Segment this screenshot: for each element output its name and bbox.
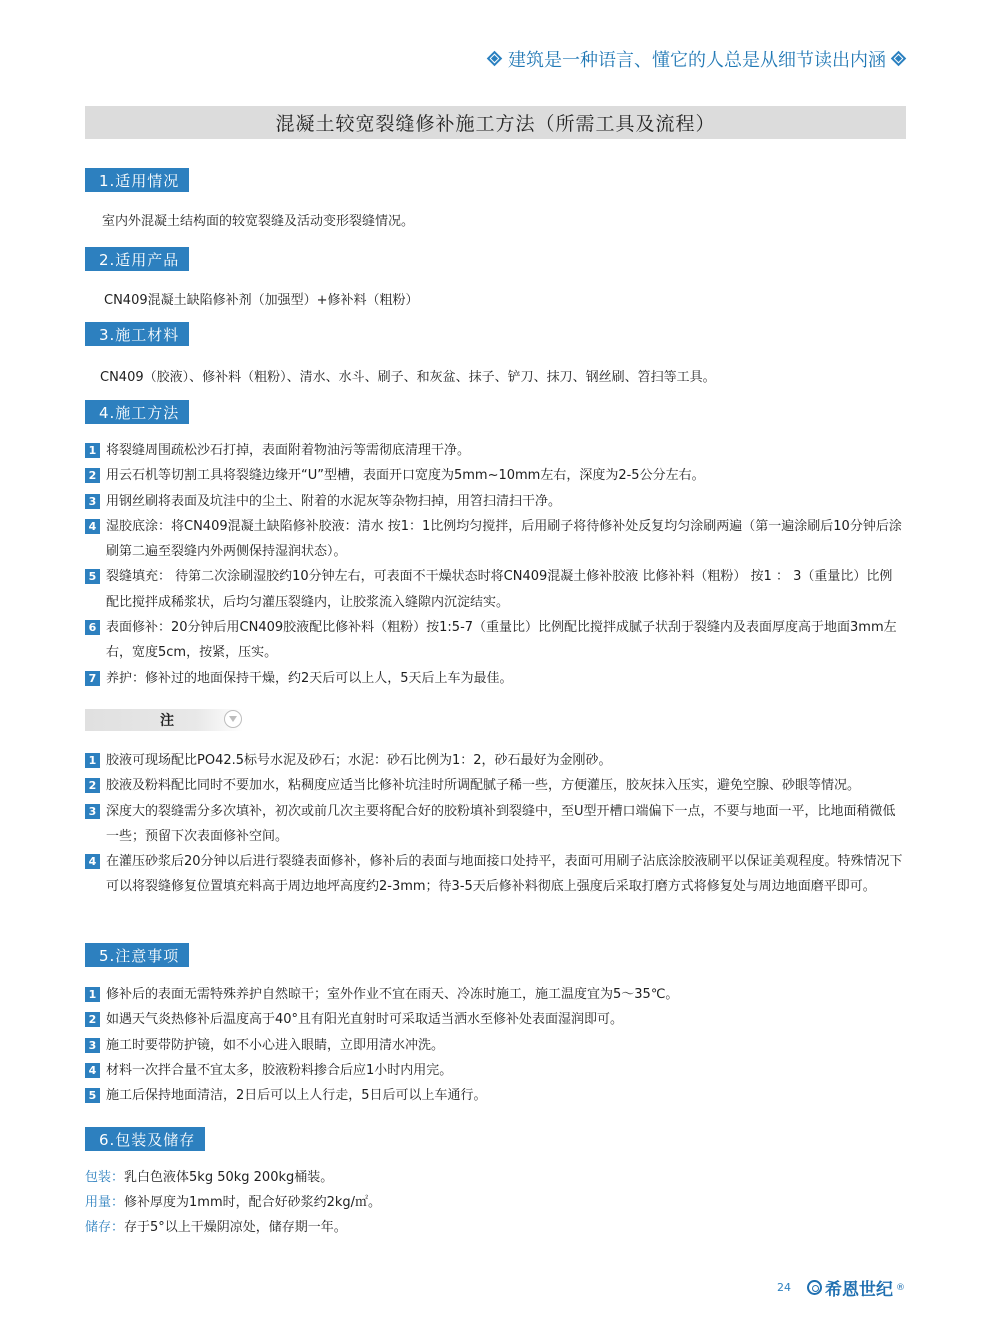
- section-1-text: 室内外混凝土结构面的较宽裂缝及活动变形裂缝情况。: [102, 214, 415, 229]
- storage-row: 储存：存于5°以上干燥阴凉处，储存期一年。: [85, 1220, 347, 1235]
- registered-mark: ®: [896, 1282, 905, 1293]
- brand-name: 希恩世纪: [825, 1280, 893, 1300]
- list-item: 1 修补后的表面无需特殊养护自然晾干；室外作业不宜在雨天、冷冻时施工，施工温度宜为5～35℃。: [85, 982, 905, 1007]
- packaging-row: 包装：乳白色液体5kg 50kg 200kg桶装。: [85, 1170, 334, 1185]
- list-item: 3 施工时要带防护镜，如不小心进入眼睛，立即用清水冲洗。: [85, 1033, 905, 1058]
- slogan-text: 建筑是一种语言、懂它的人总是从细节读出内涵: [508, 50, 886, 71]
- brand-logo: [807, 1275, 905, 1300]
- section-heading-3: 3.施工材料: [85, 322, 189, 346]
- section-3-text: CN409（胶液）、修补料（粗粉）、清水、水斗、刷子、和灰盆、抹子、铲刀、抹刀、钢丝刷、笤扫等工具。: [100, 370, 716, 385]
- header-slogan: [488, 46, 906, 72]
- diamond-icon: [488, 52, 502, 66]
- notice-list: [85, 982, 905, 1108]
- list-item: 5 施工后保持地面清洁，2日后可以上人行走，5日后可以上车通行。: [85, 1083, 905, 1108]
- usage-row: 用量：修补厚度为1mm时，配合好砂浆约2kg/㎡。: [85, 1195, 382, 1210]
- list-item: 5 裂缝填充： 待第二次涂刷湿胶约10分钟左右，可表面不干燥状态时将CN409混凝土修补胶液 比修补料（粗粉） 按1 ： 3（重量比）比例配比搅拌成稀浆状，后均匀灌压裂缝内，让胶浆流入缝隙内沉淀结实。: [85, 564, 905, 615]
- method-list: [85, 438, 905, 691]
- section-2-text: CN409混凝土缺陷修补剂（加强型）+修补料（粗粉）: [104, 293, 419, 308]
- brand-icon: [807, 1280, 822, 1295]
- section-heading-1: 1.适用情况: [85, 168, 189, 192]
- section-heading-5: 5.注意事项: [85, 943, 189, 967]
- list-item: 4 湿胶底涂：将CN409混凝土缺陷修补胶液：清水 按1：1比例均匀搅拌，后用刷子将待修补处反复均匀涂刷两遍（第一遍涂刷后10分钟后涂刷第二遍至裂缝内外两侧保持湿润状态）。: [85, 514, 905, 565]
- packaging-info: [85, 1165, 381, 1240]
- list-item: 2 胶液及粉料配比同时不要加水，粘稠度应适当比修补坑洼时所调配腻子稀一些，方便灌压，胶灰抹入压实，避免空腺、砂眼等情况。: [85, 773, 905, 798]
- list-item: 2 如遇天气炎热修补后温度高于40°且有阳光直射时可采取适当洒水至修补处表面湿润即可。: [85, 1007, 905, 1032]
- note-label: 注: [160, 713, 174, 729]
- list-item: 7 养护：修补过的地面保持干燥，约2天后可以上人，5天后上车为最佳。: [85, 666, 905, 691]
- section-heading-6: 6.包装及储存: [85, 1127, 205, 1151]
- list-item: 2 用云石机等切割工具将裂缝边缘开“U”型槽，表面开口宽度为5mm~10mm左右，深度为2-5公分左右。: [85, 463, 905, 488]
- chevron-down-icon: [224, 710, 242, 728]
- list-item: 1 将裂缝周围疏松沙石打掉，表面附着物油污等需彻底清理干净。: [85, 438, 905, 463]
- page-title: 混凝土较宽裂缝修补施工方法（所需工具及流程）: [85, 106, 906, 139]
- note-list: [85, 748, 905, 900]
- list-item: 1 胶液可现场配比PO42.5标号水泥及砂石；水泥：砂石比例为1：2，砂石最好为金刚砂。: [85, 748, 905, 773]
- list-item: 6 表面修补：20分钟后用CN409胶液配比修补料（粗粉）按1:5-7（重量比）比例配比搅拌成腻子状刮于裂缝内及表面厚度高于地面3mm左右，宽度5cm，按紧，压实。: [85, 615, 905, 666]
- list-item: 3 用钢丝刷将表面及坑洼中的尘土、附着的水泥灰等杂物扫掉，用笤扫清扫干净。: [85, 489, 905, 514]
- page-number: 24: [777, 1281, 791, 1294]
- diamond-icon: [892, 52, 906, 66]
- note-heading: [85, 709, 243, 731]
- section-heading-4: 4.施工方法: [85, 400, 189, 424]
- footer: [777, 1275, 905, 1300]
- list-item: 3 深度大的裂缝需分多次填补，初次或前几次主要将配合好的胶粉填补到裂缝中，至U型开槽口端偏下一点，不要与地面一平，比地面稍微低一些；预留下次表面修补空间。: [85, 799, 905, 850]
- list-item: 4 在灌压砂浆后20分钟以后进行裂缝表面修补，修补后的表面与地面接口处持平，表面可用刷子沾底涂胶液刷平以保证美观程度。特殊情况下可以将裂缝修复位置填充料高于周边地坪高度约2-3mm；待3-5天后修补料彻底上强度后采取打磨方式将修复处与周边地面磨平即可。: [85, 849, 905, 900]
- list-item: 4 材料一次拌合量不宜太多，胶液粉料掺合后应1小时内用完。: [85, 1058, 905, 1083]
- section-heading-2: 2.适用产品: [85, 247, 189, 271]
